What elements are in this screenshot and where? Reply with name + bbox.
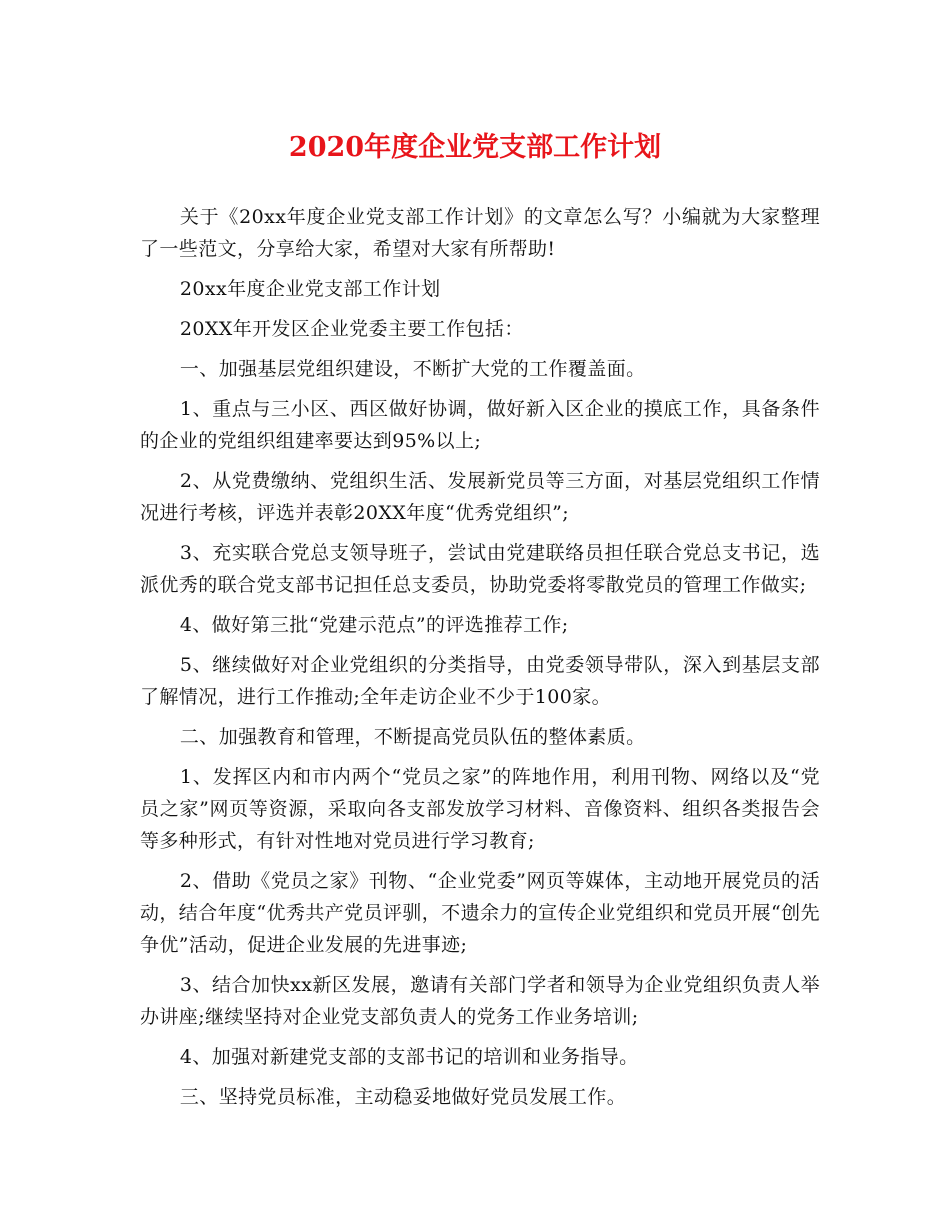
paragraph-summary: 20XX年开发区企业党委主要工作包括：: [179, 318, 524, 340]
document-title: 2020年度企业党支部工作计划: [288, 132, 662, 163]
paragraph-intro: 关于《20xx年度企业党支部工作计划》的文章怎么写？小编就为大家整理了一些范文，分享给大家，希望对大家有所帮助!: [140, 206, 820, 260]
paragraph-item: 3、结合加快xx新区发展，邀请有关部门学者和领导为企业党组织负责人举办讲座;继续坚持对企业党支部负责人的党务工作业务培训;: [140, 974, 820, 1028]
section-heading-3: 三、坚持党员标准，主动稳妥地做好党员发展工作。: [179, 1086, 627, 1108]
document-body: [140, 201, 820, 1121]
section-heading-2: 二、加强教育和管理，不断提高党员队伍的整体素质。: [179, 726, 646, 748]
paragraph-item: 4、加强对新建党支部的支部书记的培训和业务指导。: [179, 1046, 639, 1068]
paragraph-item: 2、借助《党员之家》刊物、“企业党委”网页等媒体，主动地开展党员的活动，结合年度“优秀共产党员评驯，不遗余力的宣传企业党组织和党员开展“创先争优”活动，促进企业发展的先进事迹;: [140, 870, 820, 956]
paragraph-item: 1、重点与三小区、西区做好协调，做好新入区企业的摸底工作，具备条件的企业的党组织组建率要达到95%以上;: [140, 398, 820, 452]
paragraph-item: 2、从党费缴纳、党组织生活、发展新党员等三方面，对基层党组织工作情况进行考核，评选并表彰20XX年度“优秀党组织”;: [140, 470, 820, 524]
paragraph-item: 4、做好第三批“党建示范点”的评选推荐工作;: [179, 614, 569, 636]
paragraph-item: 1、发挥区内和市内两个“党员之家”的阵地作用，利用刊物、网络以及“党员之家”网页等资源，采取向各支部发放学习材料、音像资料、组织各类报告会等多种形式，有针对性地对党员进行学习教育;: [140, 766, 820, 852]
paragraph-item: 3、充实联合党总支领导班子，尝试由党建联络员担任联合党总支书记，选派优秀的联合党支部书记担任总支委员，协助党委将零散党员的管理工作做实;: [140, 542, 820, 596]
section-heading-1: 一、加强基层党组织建设，不断扩大党的工作覆盖面。: [179, 358, 646, 380]
paragraph-subtitle: 20xx年度企业党支部工作计划: [179, 278, 441, 300]
paragraph-item: 5、继续做好对企业党组织的分类指导，由党委领导带队，深入到基层支部了解情况，进行工作推动;全年走访企业不少于100家。: [140, 654, 820, 708]
